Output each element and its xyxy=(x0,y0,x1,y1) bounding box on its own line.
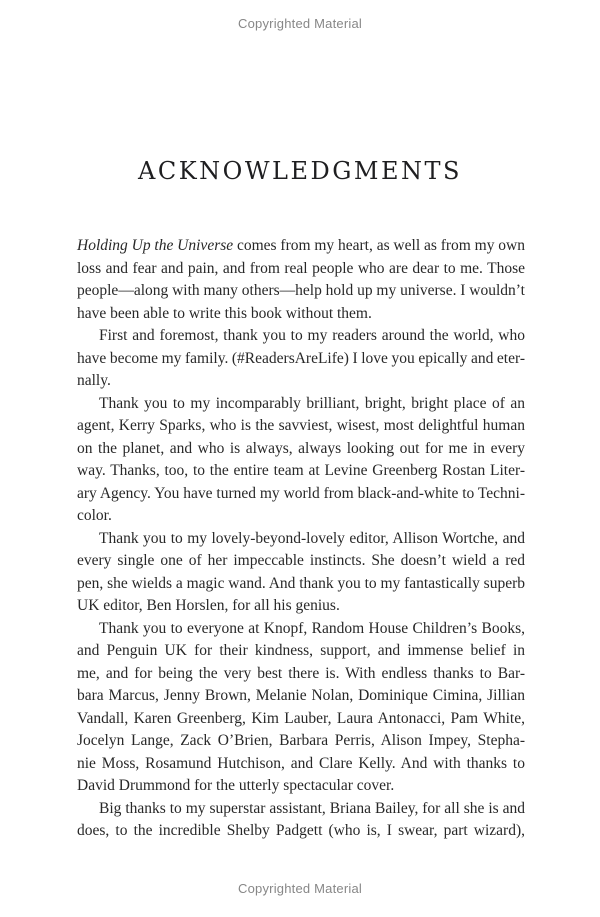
text-line: UK editor, Ben Horslen, for all his genius. xyxy=(77,597,340,614)
text-line: loss and fear and pain, and from real people who are dear to me. Those xyxy=(77,259,525,277)
text-line: have been able to write this book without them. xyxy=(77,304,372,322)
text-line: way. Thanks, too, to the entire team at Levine Greenberg Rostan Liter- xyxy=(77,462,525,479)
book-title-italic: Holding Up the Universe xyxy=(77,237,234,254)
text-line: have become my family. (#ReadersAreLife) I love you epically and eter- xyxy=(77,349,525,367)
text-line: First and foremost, thank you to my readers around the world, who xyxy=(99,327,525,344)
text-line: pen, she wields a magic wand. And thank you to my fantastically superb xyxy=(77,574,525,592)
text-line: every single one of her impeccable instincts. She doesn’t wield a red xyxy=(77,552,525,569)
text-line: does, to the incredible Shelby Padgett (who is, I swear, part wizard), xyxy=(77,822,525,839)
text-line: Vandall, Karen Greenberg, Kim Lauber, Laura Antonacci, Pam White, xyxy=(77,709,525,727)
text-line: and Penguin UK for their kindness, support, and immense belief in xyxy=(77,642,525,659)
text-line: nally. xyxy=(77,372,111,389)
text-line: on the planet, and who is always, always looking out for me in every xyxy=(77,439,525,457)
text-line: ary Agency. You have turned my world from black-and-white to Techni- xyxy=(77,484,525,502)
text-line: Thank you to my incomparably brilliant, bright, bright place of an xyxy=(99,394,525,412)
text-line: people—along with many others—help hold up my universe. I wouldn’t xyxy=(77,282,525,299)
text-line: agent, Kerry Sparks, who is the savviest, wisest, most delightful human xyxy=(77,417,525,434)
text-line: Jocelyn Lange, Zack O’Brien, Barbara Perris, Alison Impey, Stepha- xyxy=(77,732,525,749)
text-line: Big thanks to my superstar assistant, Briana Bailey, for all she is and xyxy=(99,799,525,817)
text-line: color. xyxy=(77,507,112,524)
text-line xyxy=(77,235,525,258)
text-line: Thank you to everyone at Knopf, Random House Children’s Books, xyxy=(99,619,525,637)
text-line: David Drummond for the utterly spectacular cover. xyxy=(77,777,395,794)
text-line: me, and for being the very best there is. With endless thanks to Bar- xyxy=(77,664,525,682)
page-title: ACKNOWLEDGMENTS xyxy=(138,157,462,185)
body-text xyxy=(77,235,525,843)
copyright-notice-top: Copyrighted Material xyxy=(238,16,362,31)
text-segment: comes from my heart, as well as from my own xyxy=(233,237,525,254)
text-line: nie Moss, Rosamund Hutchison, and Clare Kelly. And with thanks to xyxy=(77,754,525,772)
copyright-notice-bottom: Copyrighted Material xyxy=(238,881,362,896)
text-line: bara Marcus, Jenny Brown, Melanie Nolan, Dominique Cimina, Jillian xyxy=(77,687,525,704)
text-line: Thank you to my lovely-beyond-lovely editor, Allison Wortche, and xyxy=(99,529,525,547)
